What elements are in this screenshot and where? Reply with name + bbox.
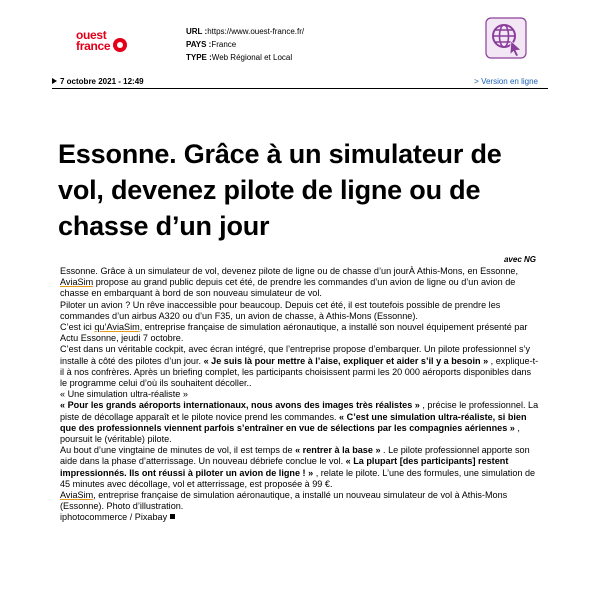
logo-mark-icon [113, 38, 127, 52]
article-author: avec NG [503, 255, 536, 264]
meta-url-label: URL : [186, 27, 208, 36]
article-title: Essonne. Grâce à un simulateur de vol, devenez pilote de ligne ou de chasse d’un jour [58, 139, 502, 241]
p7-quote-2: « La plupart [des participants] restent impressionnés. Ils ont réussi à piloter un avion de ligne ! » [60, 456, 509, 478]
p4-text-b: , explique-t-il à nos confrères. Après un briefing complet, les participants choisissent parmi les 20 000 aéroports disponibles dans le programme celui d’où ils souhaitent décoller.. [60, 355, 539, 389]
meta-url-value: https://www.ouest-france.fr/ [207, 27, 305, 36]
meta-pays-value: France [211, 40, 237, 49]
p6-text-c: , poursuit le (véritable) pilote. [60, 422, 520, 445]
meta-url-row [186, 25, 304, 38]
p1-text-b: propose au grand public depuis cet été, de prendre les commandes d’un avion de ligne ou d’un avion de chasse en embarquant à bord de son nouveau simulateur de vol. [60, 277, 516, 299]
p7-text-b: . Le pilote professionnel apporte son aide dans la phase d’atterrissage. Un nouveau débriefe conclue le vol. [60, 445, 530, 467]
credit-text: iphotocommerce / Pixabay [60, 512, 168, 523]
caption-text: , entreprise française de simulation aéronautique, a installé un nouveau simulateur de vol à Athis-Mons (Essonne). Photo d’illustration. [60, 490, 508, 512]
triangle-right-icon [52, 78, 57, 84]
photo-caption [60, 490, 540, 512]
online-version-link[interactable]: > Version en ligne [474, 77, 538, 86]
p3-text-a: C’est ici [60, 322, 95, 333]
paragraph-3 [60, 322, 540, 344]
source-meta [186, 25, 304, 64]
p1-text-a: Essonne. Grâce à un simulateur de vol, devenez pilote de ligne ou de chasse d’un jourÀ Athis-Mons, en Essonne, [60, 266, 518, 276]
meta-pays-label: PAYS : [186, 40, 212, 49]
meta-type-value: Web Régional et Local [211, 53, 293, 62]
paragraph-6 [60, 400, 540, 445]
end-square-icon [170, 514, 175, 519]
p4-quote: « Je suis là pour mettre à l’aise, expliquer et aider s’il y a besoin » [203, 355, 489, 366]
p7-text-a: Au bout d’une vingtaine de minutes de vol, il est temps de [60, 445, 296, 456]
logo-line-2: france [76, 39, 111, 53]
p4-text: C’est dans un véritable cockpit, avec écran intégré, que l’entreprise propose d’embarquer. Un pilote professionnel s’y installe à côté des pilotes d’un jour. [60, 344, 531, 366]
logo-line-1: ouest [76, 28, 107, 42]
globe-cursor-icon [485, 17, 527, 59]
p3-text-b: , entreprise française de simulation aéronautique, a installé son nouvel équipement présenté par Actu Essonne, jeudi 7 octobre. [60, 322, 528, 344]
header-divider [52, 88, 548, 89]
p7-text-c: , relate le pilote. L’une des formules, une simulation de 45 minutes avec décollage, vol et atterrissage, est proposée à 99 €. [60, 467, 536, 489]
p6-quote-2: « C’est une simulation ultra-réaliste, si bien que des professionnels viennent parfois s’entraîner en vue de sélections par les compagnies aériennes » [60, 411, 527, 433]
p7-quote: « rentrer à la base » [295, 445, 381, 456]
paragraph-2: Piloter un avion ? Un rêve inaccessible pour beaucoup. Depuis cet été, il est toutefois possible de prendre les commandes d’un airbus A320 ou d’un F35, un avion de chasse, à Athis-Mons (Essonne). [60, 299, 501, 321]
meta-type-row [186, 51, 304, 64]
publication-date [52, 77, 144, 86]
article-body [60, 266, 540, 524]
photo-credit [60, 512, 540, 523]
ouest-france-logo [76, 30, 122, 60]
aviasim-link-3[interactable]: AviaSim [60, 490, 94, 501]
subheading: « Une simulation ultra-réaliste » [60, 389, 188, 400]
paragraph-4 [60, 344, 540, 389]
paragraph-7 [60, 445, 540, 490]
p6-text-b: , précise le professionnel. La piste de décollage apparaît et le pilote novice prend les commandes. [60, 400, 539, 422]
date-text: 7 octobre 2021 - 12:49 [60, 77, 144, 86]
meta-type-label: TYPE : [186, 53, 212, 62]
meta-pays-row [186, 38, 304, 51]
aviasim-link-2[interactable]: qu’AviaSim [94, 322, 140, 333]
p6-quote: « Pour les grands aéroports internationaux, nous avons des images très réalistes » [60, 400, 420, 411]
paragraph-1 [60, 266, 540, 300]
aviasim-link[interactable]: AviaSim [60, 277, 94, 288]
